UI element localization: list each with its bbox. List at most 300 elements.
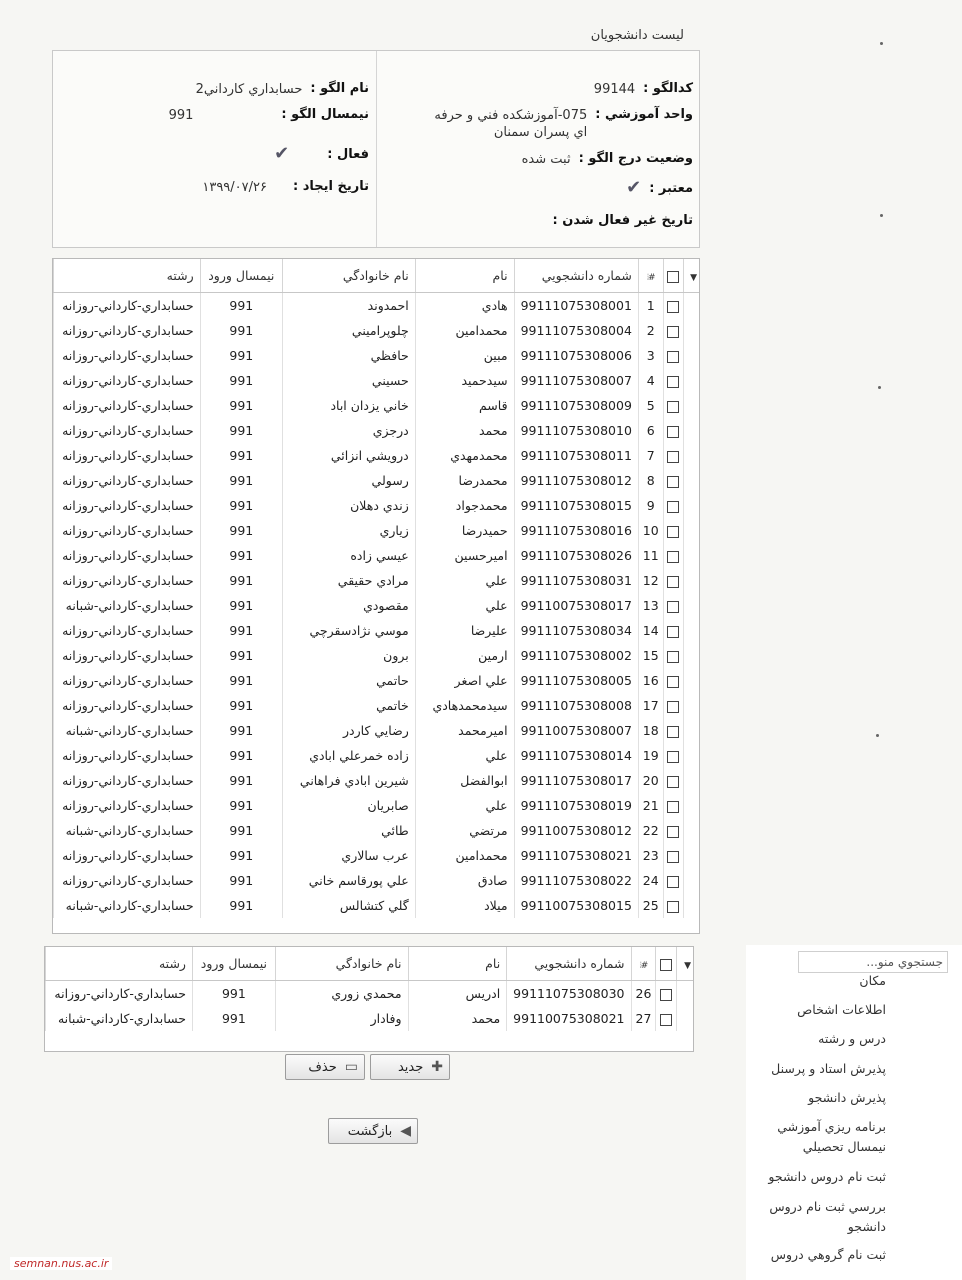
pattern-semester-value: 991 [168,108,194,123]
header-last-name[interactable]: نام خانوادگي [275,947,408,981]
cell-student-id: 99111075308034 [514,618,638,643]
pattern-valid [626,177,693,198]
cell-first-name: ابوالفضل [415,768,514,793]
cell-major: حسابداري-كارداني-روزانه [54,668,201,693]
row-checkbox[interactable] [663,818,683,843]
row-spacer [683,668,699,693]
cell-entry-semester: 991 [200,643,282,668]
cell-last-name: مقصودي [282,593,415,618]
row-spacer [683,893,699,918]
row-spacer [683,393,699,418]
sidebar-item-course-registration[interactable]: ثبت نام دروس دانشجو [768,1169,886,1184]
cell-entry-semester: 991 [200,443,282,468]
sidebar-item-registration-review[interactable]: بررسي ثبت نام دروس دانشجو [769,1199,886,1234]
cell-major: حسابداري-كارداني-روزانه [54,693,201,718]
cell-last-name: درجزي [282,418,415,443]
sidebar-item-staff-admission[interactable]: پذيرش استاد و پرسنل [771,1061,886,1076]
cell-student-id: 99111075308016 [514,518,638,543]
table-row[interactable] [54,393,700,418]
pattern-deactivate-label: تاريخ غير فعال شدن : [552,213,693,228]
row-spacer [683,568,699,593]
row-number: 27 [631,1006,656,1031]
cell-first-name: علي اصغر [415,668,514,693]
cell-student-id: 99111075308002 [514,643,638,668]
row-spacer [683,793,699,818]
cell-first-name: محمدامين [415,843,514,868]
row-number: 17 [638,693,663,718]
cell-entry-semester: 991 [200,768,282,793]
table-row[interactable] [54,818,700,843]
cell-entry-semester: 991 [200,343,282,368]
cell-major: حسابداري-كارداني-روزانه [54,618,201,643]
pattern-entry-status-value: ثبت شده [521,152,571,167]
row-checkbox[interactable] [663,568,683,593]
row-checkbox[interactable] [663,518,683,543]
new-button-label: جديد [397,1059,424,1075]
row-spacer [683,693,699,718]
pattern-code-value: 99144 [593,82,636,97]
arrow-left-icon: ◀ [400,1123,411,1139]
cell-major: حسابداري-كارداني-روزانه [54,643,201,668]
header-entry-semester[interactable]: نيمسال ورود [200,259,282,293]
cell-first-name: محمدجواد [415,493,514,518]
row-spacer [683,543,699,568]
row-number: 12 [638,568,663,593]
cell-student-id: 99111075308012 [514,468,638,493]
pattern-semester-label: نيمسال الگو : [281,107,369,122]
cell-major: حسابداري-كارداني-روزانه [54,493,201,518]
row-checkbox[interactable] [663,418,683,443]
table-row[interactable] [54,743,700,768]
row-checkbox[interactable] [663,443,683,468]
cell-major: حسابداري-كارداني-شبانه [54,593,201,618]
scan-mark [880,214,883,217]
cell-entry-semester: 991 [200,793,282,818]
row-spacer [683,643,699,668]
sidebar-item-persons[interactable]: اطلاعات اشخاص [797,1002,886,1017]
cell-first-name: صادق [415,868,514,893]
row-number: 22 [638,818,663,843]
cell-major: حسابداري-كارداني-شبانه [54,893,201,918]
row-number: 25 [638,893,663,918]
cell-major: حسابداري-كارداني-روزانه [54,543,201,568]
row-spacer [683,768,699,793]
row-number: 21 [638,793,663,818]
row-checkbox[interactable] [656,981,677,1007]
row-number: 14 [638,618,663,643]
table-row[interactable] [54,793,700,818]
table-header [46,947,694,981]
pattern-unit-value: 075-آموزشكده فني و حرفه اي پسران سمنان [434,108,588,140]
cell-first-name: مرتضي [415,818,514,843]
row-checkbox[interactable] [663,493,683,518]
pattern-info-right [376,51,699,247]
cell-last-name: موسي نژادسقرچي [282,618,415,643]
table-row[interactable] [54,443,700,468]
menu-search-input[interactable]: جستجوي منو... [798,951,948,973]
row-checkbox[interactable] [663,618,683,643]
cell-first-name: علي [415,593,514,618]
cell-last-name: حافظي [282,343,415,368]
cell-last-name: زياري [282,518,415,543]
row-checkbox[interactable] [663,293,683,319]
cell-student-id: 99111075308010 [514,418,638,443]
cell-student-id: 99111075308007 [514,368,638,393]
cell-major: حسابداري-كارداني-روزانه [54,868,201,893]
header-major[interactable]: رشته [54,259,201,293]
cell-entry-semester: 991 [200,718,282,743]
row-number: 5 [638,393,663,418]
row-number: 3 [638,343,663,368]
table-row[interactable] [54,318,700,343]
row-spacer [683,518,699,543]
header-major[interactable]: رشته [46,947,193,981]
row-spacer [683,368,699,393]
row-checkbox[interactable] [663,593,683,618]
row-checkbox[interactable] [663,368,683,393]
pattern-entry-status [522,151,693,168]
sidebar-item-student-admission[interactable]: پذيرش دانشجو [808,1090,886,1105]
cell-first-name: محمد [408,1006,507,1031]
row-checkbox[interactable] [663,768,683,793]
cell-last-name: احمدوند [282,293,415,319]
row-checkbox[interactable] [663,743,683,768]
table-row[interactable] [46,1006,694,1031]
table-row[interactable] [54,593,700,618]
row-checkbox[interactable] [663,843,683,868]
cell-first-name: علي [415,743,514,768]
pattern-created-label: تاريخ ايجاد : [292,179,369,194]
delete-button[interactable] [285,1054,365,1080]
table-header [54,259,700,293]
row-number: 19 [638,743,663,768]
row-checkbox[interactable] [663,893,683,918]
select-all-checkbox[interactable] [656,947,677,981]
row-checkbox[interactable] [663,693,683,718]
cell-entry-semester: 991 [200,468,282,493]
cell-first-name: محمدامين [415,318,514,343]
pattern-code-label: كدالگو : [643,81,693,96]
row-spacer [683,818,699,843]
row-checkbox[interactable] [663,318,683,343]
cell-student-id: 99111075308022 [514,868,638,893]
header-student-id[interactable]: شماره دانشجويي [514,259,638,293]
pattern-deactivate-date [553,213,693,228]
cell-student-id: 99111075308009 [514,393,638,418]
row-spacer [683,493,699,518]
cell-entry-semester: 991 [200,368,282,393]
table-row[interactable] [54,493,700,518]
cell-major: حسابداري-كارداني-شبانه [54,818,201,843]
site-footer: semnan.nus.ac.ir [10,1257,112,1270]
pattern-info-left [53,51,375,247]
row-checkbox[interactable] [663,793,683,818]
cell-entry-semester: 991 [192,981,275,1007]
row-number: 15 [638,643,663,668]
page-title: ليست دانشجويان [590,28,684,43]
cell-major: حسابداري-كارداني-روزانه [54,368,201,393]
cell-student-id: 99110075308017 [514,593,638,618]
table-row[interactable] [54,568,700,593]
cell-student-id: 99110075308021 [507,1006,631,1031]
pattern-valid-label: معتبر : [649,181,693,196]
cell-last-name: صابريان [282,793,415,818]
row-checkbox[interactable] [663,868,683,893]
sidebar-item-group-registration[interactable]: ثبت نام گروهي دروس [770,1247,886,1262]
row-number: 1 [638,293,663,319]
pattern-name-label: نام الگو : [310,81,369,96]
row-number: 10 [638,518,663,543]
cell-first-name: محمدرضا [415,468,514,493]
cell-entry-semester: 991 [200,743,282,768]
cell-student-id: 99110075308015 [514,893,638,918]
cell-last-name: علي پورقاسم خاني [282,868,415,893]
pattern-name-value: حسابداري كارداني2 [195,82,303,97]
header-last-name[interactable]: نام خانوادگي [282,259,415,293]
cell-major: حسابداري-كارداني-روزانه [54,568,201,593]
table-row[interactable] [54,543,700,568]
row-number: 20 [638,768,663,793]
cell-entry-semester: 991 [200,693,282,718]
cell-entry-semester: 991 [200,893,282,918]
scan-mark [878,386,881,389]
students-table [53,259,699,918]
cell-major: حسابداري-كارداني-روزانه [46,981,193,1007]
column-menu-icon[interactable]: ▼ [683,259,699,293]
row-number: 24 [638,868,663,893]
columns-icon[interactable]: #⦙ [638,259,663,293]
new-button[interactable] [370,1054,450,1080]
cell-last-name: درويشي انزائي [282,443,415,468]
row-number: 16 [638,668,663,693]
header-entry-semester[interactable]: نيمسال ورود [192,947,275,981]
table-row[interactable] [54,718,700,743]
cell-last-name: محمدي زوري [275,981,408,1007]
cell-last-name: چلوپراميني [282,318,415,343]
students-table-continued [45,947,693,1031]
cell-first-name: محمد [415,418,514,443]
row-checkbox[interactable] [663,468,683,493]
cell-first-name: هادي [415,293,514,319]
table-row[interactable] [54,868,700,893]
cell-last-name: زندي دهلان [282,493,415,518]
row-spacer [683,618,699,643]
cell-last-name: عرب سالاري [282,843,415,868]
cell-entry-semester: 991 [200,668,282,693]
cell-first-name: حميدرضا [415,518,514,543]
table-row[interactable] [54,618,700,643]
table-row[interactable] [54,343,700,368]
row-number: 23 [638,843,663,868]
cell-last-name: حسيني [282,368,415,393]
row-spacer [677,1006,693,1031]
pattern-created-value: ۱۳۹۹/۰۷/۲۶ [202,180,267,195]
table-row[interactable] [54,643,700,668]
cell-entry-semester: 991 [200,568,282,593]
pattern-active-label: فعال : [327,147,369,162]
cell-major: حسابداري-كارداني-شبانه [54,718,201,743]
cell-major: حسابداري-كارداني-روزانه [54,518,201,543]
row-spacer [683,443,699,468]
cell-first-name: علي [415,568,514,593]
sidebar-item-semester-planning[interactable]: برنامه ريزي آموزشي نيمسال تحصيلي [777,1119,886,1154]
row-checkbox[interactable] [663,718,683,743]
row-checkbox[interactable] [663,643,683,668]
cell-major: حسابداري-كارداني-روزانه [54,743,201,768]
row-number: 9 [638,493,663,518]
row-number: 7 [638,443,663,468]
pattern-unit-label: واحد آموزشي : [595,107,693,122]
cell-student-id: 99111075308011 [514,443,638,468]
cell-entry-semester: 991 [200,418,282,443]
cell-entry-semester: 991 [200,818,282,843]
pattern-semester [169,107,369,124]
row-spacer [677,981,693,1007]
students-grid [52,258,700,934]
row-spacer [683,293,699,319]
cell-last-name: برون [282,643,415,668]
row-checkbox[interactable] [663,668,683,693]
scan-mark [880,42,883,45]
sidebar-item-places[interactable]: مكان [859,973,886,988]
folder-delete-icon: ▭ [344,1059,358,1075]
cell-student-id: 99111075308004 [514,318,638,343]
cell-student-id: 99110075308012 [514,818,638,843]
select-all-checkbox[interactable] [663,259,683,293]
pattern-code [594,81,693,98]
cell-last-name: رسولي [282,468,415,493]
table-row[interactable] [54,518,700,543]
cell-last-name: عيسي زاده [282,543,415,568]
pattern-entry-status-label: وضعيت درج الگو : [578,151,693,166]
row-checkbox[interactable] [663,343,683,368]
row-spacer [683,743,699,768]
cell-major: حسابداري-كارداني-روزانه [54,393,201,418]
column-menu-icon[interactable]: ▼ [677,947,693,981]
row-number: 4 [638,368,663,393]
cell-first-name: قاسم [415,393,514,418]
columns-icon[interactable]: #⦙ [631,947,656,981]
row-spacer [683,468,699,493]
table-row[interactable] [54,768,700,793]
table-row[interactable] [54,468,700,493]
row-spacer [683,843,699,868]
row-number: 8 [638,468,663,493]
cell-last-name: گلي كتشالس [282,893,415,918]
cell-student-id: 99111075308006 [514,343,638,368]
cell-major: حسابداري-كارداني-روزانه [54,293,201,319]
cell-first-name: ادريس [408,981,507,1007]
cell-first-name: علي [415,793,514,818]
cell-entry-semester: 991 [200,518,282,543]
back-button[interactable] [328,1118,418,1144]
cell-entry-semester: 991 [200,293,282,319]
table-row[interactable] [54,693,700,718]
row-number: 2 [638,318,663,343]
cell-major: حسابداري-كارداني-روزانه [54,318,201,343]
table-row[interactable] [54,368,700,393]
header-student-id[interactable]: شماره دانشجويي [507,947,631,981]
table-row[interactable] [54,293,700,319]
cell-major: حسابداري-كارداني-روزانه [54,768,201,793]
check-icon: ✔ [274,143,290,164]
cell-student-id: 99111075308021 [514,843,638,868]
cell-major: حسابداري-كارداني-شبانه [46,1006,193,1031]
cell-first-name: سيدمحمدهادي [415,693,514,718]
cell-student-id: 99111075308008 [514,693,638,718]
header-first-name[interactable]: نام [408,947,507,981]
row-number: 13 [638,593,663,618]
header-first-name[interactable]: نام [415,259,514,293]
cell-major: حسابداري-كارداني-روزانه [54,443,201,468]
table-row[interactable] [54,893,700,918]
table-row[interactable] [46,981,694,1007]
sidebar-item-courses[interactable]: درس و رشته [818,1031,886,1046]
cell-major: حسابداري-كارداني-روزانه [54,343,201,368]
pattern-info-panel [52,50,700,248]
cell-major: حسابداري-كارداني-روزانه [54,843,201,868]
cell-last-name: خاتمي [282,693,415,718]
row-checkbox[interactable] [663,543,683,568]
cell-last-name: مرادي حقيقي [282,568,415,593]
back-button-label: بازگشت [347,1123,393,1139]
cell-major: حسابداري-كارداني-روزانه [54,418,201,443]
cell-entry-semester: 991 [200,318,282,343]
row-spacer [683,343,699,368]
check-icon: ✔ [626,177,642,198]
pattern-created [202,179,369,196]
pattern-active [274,143,369,164]
cell-student-id: 99111075308031 [514,568,638,593]
cell-first-name: ميلاد [415,893,514,918]
cell-last-name: حاتمي [282,668,415,693]
row-spacer [683,318,699,343]
row-number: 18 [638,718,663,743]
cell-first-name: محمدمهدي [415,443,514,468]
cell-first-name: اميرحسين [415,543,514,568]
cell-entry-semester: 991 [200,393,282,418]
row-number: 6 [638,418,663,443]
row-spacer [683,718,699,743]
row-checkbox[interactable] [656,1006,677,1031]
sidebar-menu [746,945,962,1280]
cell-student-id: 99110075308007 [514,718,638,743]
cell-last-name: وفادار [275,1006,408,1031]
cell-last-name: طائي [282,818,415,843]
pattern-unit [427,107,693,141]
row-spacer [683,593,699,618]
row-number: 26 [631,981,656,1007]
table-row[interactable] [54,418,700,443]
cell-last-name: شيرين ابادي فراهاني [282,768,415,793]
table-row[interactable] [54,668,700,693]
cell-first-name: عليرضا [415,618,514,643]
cell-entry-semester: 991 [192,1006,275,1031]
add-icon: ✚ [431,1059,443,1075]
cell-student-id: 99111075308014 [514,743,638,768]
cell-major: حسابداري-كارداني-روزانه [54,468,201,493]
cell-last-name: خاني يزدان اباد [282,393,415,418]
table-row[interactable] [54,843,700,868]
row-spacer [683,868,699,893]
cell-student-id: 99111075308026 [514,543,638,568]
cell-student-id: 99111075308015 [514,493,638,518]
delete-button-label: حذف [308,1059,337,1075]
cell-first-name: ارمين [415,643,514,668]
cell-major: حسابداري-كارداني-روزانه [54,793,201,818]
cell-last-name: رضايي كاردر [282,718,415,743]
row-checkbox[interactable] [663,393,683,418]
